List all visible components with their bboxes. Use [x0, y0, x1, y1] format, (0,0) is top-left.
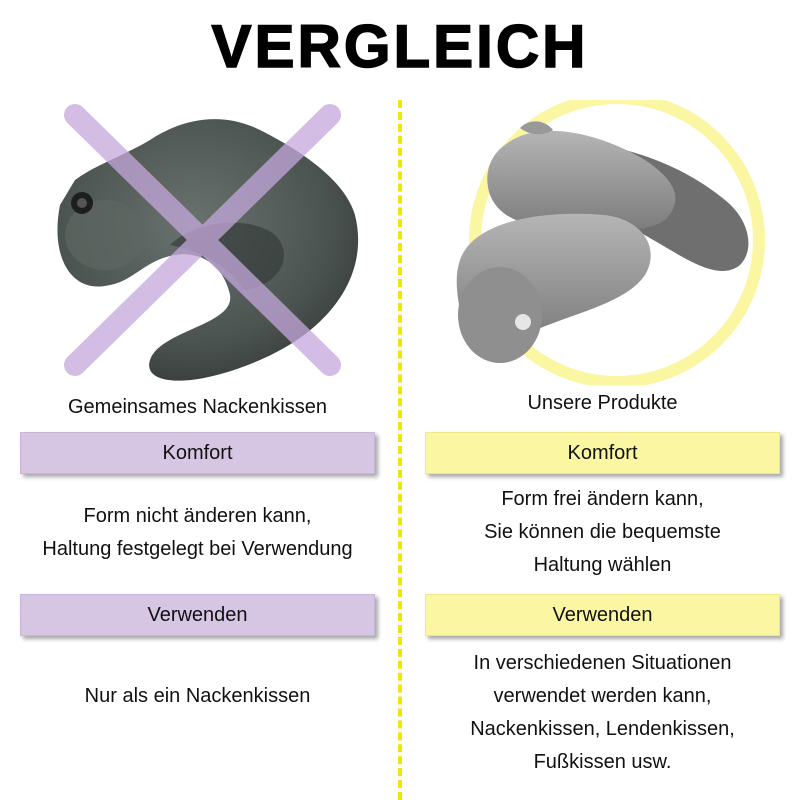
- left-use-label: Verwenden: [147, 603, 248, 626]
- page-title: VERGLEICH: [211, 13, 589, 80]
- right-use-label: Verwenden: [552, 603, 653, 626]
- right-use-line: In verschiedenen Situationen: [473, 652, 732, 674]
- right-use-line: verwendet werden kann,: [493, 685, 712, 707]
- left-use-band: [20, 594, 375, 636]
- right-use-line: Fußkissen usw.: [533, 751, 672, 773]
- left-comfort-label: Komfort: [162, 441, 233, 464]
- right-product-image: [445, 100, 765, 385]
- left-use-line: Nur als ein Nackenkissen: [84, 685, 311, 707]
- right-use-line: Nackenkissen, Lendenkissen,: [470, 718, 735, 740]
- right-comfort-label: Komfort: [567, 441, 638, 464]
- twistable-neck-pillow-icon: [457, 121, 749, 363]
- left-use-description: [20, 680, 375, 713]
- center-divider: [398, 100, 402, 800]
- left-comfort-line: Form nicht änderen kann,: [83, 505, 312, 527]
- right-use-description: [425, 647, 780, 779]
- left-comfort-band: [20, 432, 375, 474]
- right-caption: Unsere Produkte: [527, 392, 678, 414]
- left-product-image: [30, 95, 375, 385]
- right-use-band: [425, 594, 780, 636]
- left-caption: Gemeinsames Nackenkissen: [68, 396, 327, 418]
- right-comfort-line: Form frei ändern kann,: [501, 488, 704, 510]
- right-comfort-line: Haltung wählen: [533, 554, 672, 576]
- left-comfort-line: Haltung festgelegt bei Verwendung: [42, 538, 353, 560]
- right-comfort-band: [425, 432, 780, 474]
- right-comfort-description: [425, 483, 780, 582]
- right-comfort-line: Sie können die bequemste: [484, 521, 721, 543]
- left-comfort-description: [20, 500, 375, 566]
